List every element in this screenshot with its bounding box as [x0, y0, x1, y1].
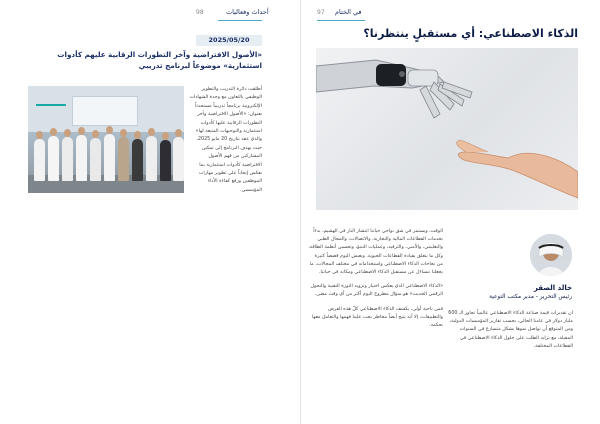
photo-logo-stripe: [36, 104, 66, 106]
photo-person: [90, 138, 101, 181]
main-article-title: الذكاء الاصطناعي: أي مستقبلٍ ينتظرنا؟: [363, 27, 578, 40]
left-header-rule: [218, 20, 262, 21]
photo-person: [34, 139, 45, 181]
author-avatar: [530, 234, 572, 276]
author-portrait-icon: [530, 234, 572, 276]
left-page-header: [0, 8, 300, 22]
article-column-left: [308, 228, 443, 336]
right-section-label: في الختام: [335, 8, 362, 16]
photo-person: [118, 137, 129, 181]
photo-person: [62, 137, 73, 181]
event-date-badge: 2025/05/20: [196, 35, 262, 46]
photo-person: [146, 136, 157, 181]
author-name: خالد الصقر: [533, 284, 572, 292]
right-header-rule: [317, 20, 365, 21]
robot-human-hands-icon: [316, 48, 578, 210]
left-article-body: أطلقت دائرة التدريب والتطوير الوظيفي بالتعاون مع وحدة الشهادات الإلكترونية برنامجاً تدريبياً مستحدثاً بعنوان: «الأصول الافتراضية وآخر التطورات الرقابية عليها كأدوات استثمارية والتوجيهات المتبعة لها» والذي عقد بتاريخ 20 مايو 2025، حيث يهدف البرنامج إلى تمكين المشاركين من فهم الأصول الافتراضية كأدوات استثمارية بما يعكس إيجاباً على تطوير مهارات الموظفين ورفع كفاءة الأداء المؤسسي.: [189, 87, 262, 193]
photo-screen: [72, 96, 138, 126]
left-article-title: «الأصول الافتراضية وآخر التطورات الرقابية عليهم كأدوات استثمارية» موضوعاً لبرنامج تدريبي: [57, 50, 262, 70]
event-group-photo: [28, 86, 184, 193]
photo-person: [160, 140, 171, 181]
photo-person: [173, 137, 184, 181]
author-role: رئيس التحرير - مدير مكتب التوعية: [489, 294, 572, 300]
left-page-number: 98: [196, 9, 204, 16]
left-section-label: أحداث وفعاليات: [226, 8, 269, 16]
photo-person: [76, 135, 87, 181]
ai-hands-image: [316, 48, 578, 210]
right-page-number: 97: [317, 9, 325, 16]
right-page-header: [301, 8, 600, 22]
article-paragraph: «الذكاء الاصطناعي الذي يعكس اختيار وتزويد الثورة التقنية والتحول الرقمي الحديث» هو سؤال مطروح اليوم أكثر من أي وقت مضى.: [310, 284, 443, 298]
photo-person: [48, 136, 59, 181]
article-paragraph: فمن ناحية أولى، يكشف الذكاء الاصطناعي كلّ هذه الفرص والتطبيقات، إلا أنه يتيح أيضاً مخاطر يجب علينا فهمها والتعامل معها بحكمة.: [311, 306, 443, 329]
photo-person: [104, 134, 115, 181]
photo-person: [132, 139, 143, 181]
article-paragraph: الوقت، ويستمر في شق نواحي حياتنا انتشار النار في الهشيم، بدءاً بخدمات القطاعات المالية والتجارية، والاتصالات، والمجال الطبي والتعليمي، والأمني، والترفيه، وعمليات التنبؤ، وتحسين أنظمة الطاقة، وكل ما يتعلق بقيادة القطاعات الحيوية. ونعيش اليوم قصصاً كثيرة من نجاحات الذكاء الاصطناعي واستخداماته في مختلف المجالات، ما يجعلنا نتساءل عن مستقبل الذكاء الاصطناعي ومكانه في حياتنا.: [308, 229, 443, 276]
article-column-right: ان تقديرات قيمة صناعة الذكاء الاصطناعي عالمياً تجاوز الـ 600 مليار دولار في عامنا الحالي، بحسب تقارير المؤسسات الدولية، ومن المتوقع أن تواصل نموها بشكل متسارع في السنوات المقبلة، مع تزايد الطلب على حلول الذكاء الاصطناعي في القطاعات المختلفة.: [448, 311, 573, 349]
